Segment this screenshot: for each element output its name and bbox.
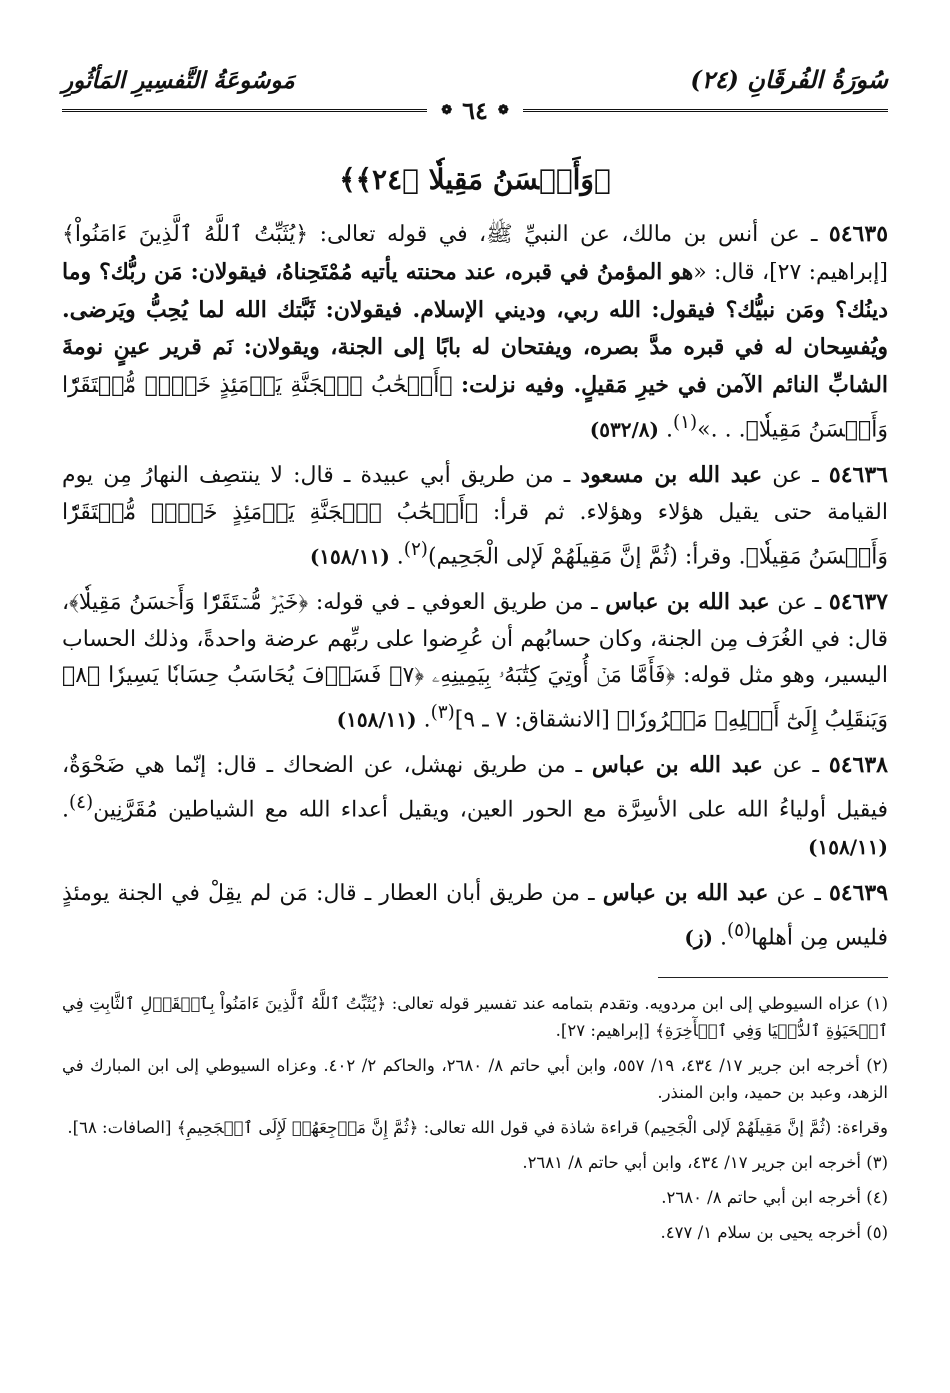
footnote-continuation: وقراءة: (ثُمَّ إنَّ مَقِيلَهُمْ لَإلى الْجَحِيم) قراءة شاذة في قول الله تعالى: ﴿ثُمَّ إِنَّ مَرۡجِعَهُمۡ لَإِلَى ٱلۡجَحِيمِ﴾ [الصافات: ٦٨].: [67, 1117, 888, 1137]
rule-right: [523, 109, 888, 112]
narration: ٥٤٦٣٨ ـ عن عبد الله بن عباس ـ من طريق نهشل، عن الضحاك ـ قال: إنّما هي ضَحْوَةٌ، فيقيل أولياءُ الله على الأسِرَّة مع الحور العين، ويقيل أعداء الله مع الشياطين مُقَرَّنِين$^{(٤)}$. (١٥٨/١١): [62, 752, 888, 860]
page-number: ٦٤: [462, 95, 488, 125]
footnote: (٥) أخرجه يحيى بن سلام ١/ ٤٧٧.: [660, 1222, 888, 1242]
narration-reference: (١٥٨/١١): [808, 835, 888, 860]
narration: ٥٤٦٣٦ ـ عن عبد الله بن مسعود ـ من طريق أبي عبيدة ـ قال: لا ينتصِف النهارُ مِن يوم القيامة حتى يقيل هؤلاء وهؤلاء. ثم قرأ: ﴿أَصۡحَٰبُ ٱلۡجَنَّةِ يَوۡمَئِذٍ خَيۡرٞ مُّسۡتَقَرّٗا وَأَحۡسَنُ مَقِيلٗا﴾. وقرأ: (ثُمَّ إنَّ مَقِيلَهُمْ لَإلى الْجَحِيم)$^{(٢)}$. (١٥٨/١١): [62, 462, 888, 570]
footnote: (١) عزاه السيوطي إلى ابن مردويه. وتقدم بتمامه عند تفسير قوله تعالى: ﴿يُثَبِّتُ ٱللَّهُ ٱلَّذِينَ ءَامَنُواْ بِٱلۡقَوۡلِ ٱلثَّابِتِ فِي ٱلۡحَيَوٰةِ ٱلدُّنۡيَا وَفِي ٱلۡأٓخِرَةِ﴾ [إبراهيم: ٢٧].: [62, 993, 888, 1040]
narration-number: ٥٤٦٣٦: [828, 462, 888, 489]
verse-heading: ﴿وَأَحۡسَنُ مَقِيلٗا ﴿٢٤﴾﴾: [339, 163, 611, 196]
narrator-name: عبد الله بن عباس: [602, 880, 769, 907]
footnote: (٣) أخرجه ابن جرير ١٧/ ٤٣٤، وابن أبي حاتم ٨/ ٢٦٨١.: [522, 1152, 888, 1172]
narration-number: ٥٤٦٣٥: [828, 221, 889, 247]
narration-reference: (٥٣٢/٨): [589, 417, 659, 442]
book-title: مَوسُوعَةُ التَّفسِيرِ المَأثُورِ: [62, 67, 295, 94]
narration: ٥٤٦٣٧ ـ عن عبد الله بن عباس ـ من طريق العوفي ـ في قوله: ﴿خَيۡرٞ مُّسۡتَقَرّٗا وَأَحۡسَنُ مَقِيلٗا﴾، قال: في الغُرَف مِن الجنة، وكان حسابُهم أن عُرِضوا على ربِّهم عرضة واحدةً، وذلك الحساب اليسير، وهو مثل قوله: ﴿فَأَمَّا مَنۡ أُوتِيَ كِتَٰبَهُۥ بِيَمِينِهِۦ ﴿٧﴾ فَسَوۡفَ يُحَاسَبُ حِسَابٗا يَسِيرٗا ﴿٨﴾ وَيَنقَلِبُ إِلَىٰٓ أَهۡلِهِۦ مَسۡرُورٗا﴾ [الانشقاق: ٧ ـ ٩]$^{(٣)}$. (١٥٨/١١): [62, 588, 888, 733]
narrator-name: عبد الله بن مسعود: [580, 462, 763, 489]
narrator-name: عبد الله بن عباس: [605, 588, 770, 615]
narration-prefix: ـ عن: [772, 753, 820, 779]
narration: ٥٤٦٣٥ ـ عن أنس بن مالك، عن النبيِّ ﷺ، في قوله تعالى: ﴿يُثَبِّتُ ٱللَّهُ ٱلَّذِينَ ءَامَنُواْ﴾ [إبراهيم: ٢٧]، قال: «هو المؤمنُ في قبره، عند محنته يأتيه مُمْتَحِناهُ، فيقولان: مَن ربُّك؟ وما دينُك؟ ومَن نبيُّك؟ فيقول: الله ربي، وديني الإسلام. فيقولان: ثَبَّتك الله لما يُحِبُّ ويَرضى. ويُفسِحان له في قبره مدَّ بصره، ويفتحان له بابًا إلى الجنة، ويقولان: نَم قرير عينٍ نومةَ الشابِّ النائم الآمن في خيرِ مَقيلٍ. وفيه نزلت: ﴿أَصۡحَٰبُ ٱلۡجَنَّةِ يَوۡمَئِذٍ خَيۡرٞ مُّسۡتَقَرّٗا وَأَحۡسَنُ مَقِيلٗا﴾. . .»$^{(١)}$. (٥٣٢/٨): [62, 221, 889, 443]
ornament-icon: ❁: [441, 102, 453, 118]
narration-text: ـ من طريق أبان العطار ـ قال: مَن لم يقِلْ في الجنة يومئذٍ فليس مِن أهلها: [62, 881, 888, 951]
surah-title: سُورَةُ الفُرقَانِ (٢٤): [690, 65, 888, 94]
narration-prefix: ـ عن: [776, 881, 821, 907]
narration-verse: ﴿أَصۡحَٰبُ ٱلۡجَنَّةِ يَوۡمَئِذٍ خَيۡرٞ مُّسۡتَقَرّٗا وَأَحۡسَنُ مَقِيلٗا﴾. . .»: [62, 373, 888, 443]
narration-reference: (١٥٨/١١): [309, 544, 390, 569]
narration-number: ٥٤٦٣٩: [828, 880, 889, 907]
footnote-marker: (٢): [403, 538, 428, 560]
narration-number: ٥٤٦٣٧: [828, 588, 888, 615]
rule-left: [62, 109, 427, 112]
narration-reference: (ز): [684, 925, 713, 950]
narration-text: ـ من طريق العوفي ـ في قوله: ﴿خَيۡرٞ مُّسۡتَقَرّٗا وَأَحۡسَنُ مَقِيلٗا﴾، قال: في الغُرَف مِن الجنة، وكان حسابُهم أن عُرِضوا على ربِّهم عرضة واحدةً، وذلك الحساب اليسير، وهو مثل قوله: ﴿فَأَمَّا مَنۡ أُوتِيَ كِتَٰبَهُۥ بِيَمِينِهِۦ ﴿٧﴾ فَسَوۡفَ يُحَاسَبُ حِسَابٗا يَسِيرٗا ﴿٨﴾ وَيَنقَلِبُ إِلَىٰٓ أَهۡلِهِۦ مَسۡرُورٗا﴾ [الانشقاق: ٧ ـ ٩]: [62, 589, 888, 733]
ornament-icon: ❁: [497, 102, 509, 118]
footnote-marker: (١): [673, 411, 698, 433]
page-number-block: [427, 96, 523, 125]
narration-text: ـ من طريق أبي عبيدة ـ قال: لا ينتصِف النهارُ مِن يوم القيامة حتى يقيل هؤلاء وهؤلاء. ثم قرأ: ﴿أَصۡحَٰبُ ٱلۡجَنَّةِ يَوۡمَئِذٍ خَيۡرٞ مُّسۡتَقَرّٗا وَأَحۡسَنُ مَقِيلٗا﴾. وقرأ: (ثُمَّ إنَّ مَقِيلَهُمْ لَإلى الْجَحِيم): [62, 463, 888, 570]
narrator-name: عبد الله بن عباس: [591, 752, 763, 779]
narration-hadith: هو المؤمنُ في قبره، عند محنته يأتيه مُمْتَحِناهُ، فيقولان: مَن ربُّك؟ وما دينُك؟ ومَن نبيُّك؟ فيقول: الله ربي، وديني الإسلام. فيقولان: ثَبَّتك الله لما يُحِبُّ ويَرضى. ويُفسِحان له في قبره مدَّ بصره، ويفتحان له بابًا إلى الجنة، ويقولان: نَم قرير عينٍ نومةَ الشابِّ النائم الآمن في خيرِ مَقيلٍ. وفيه نزلت:: [62, 258, 889, 399]
narration-reference: (١٥٨/١١): [336, 707, 417, 732]
narration-number: ٥٤٦٣٨: [828, 752, 888, 779]
narrations: [62, 216, 888, 1246]
page: [62, 54, 888, 1254]
narration-prefix: ـ عن: [777, 589, 822, 615]
footnote: (٤) أخرجه ابن أبي حاتم ٨/ ٢٦٨٠.: [661, 1187, 888, 1207]
narration-text: ـ من طريق نهشل، عن الضحاك ـ قال: إنّما هي ضَحْوَةٌ، فيقيل أولياءُ الله على الأسِرَّة مع الحور العين، ويقيل أعداء الله مع الشياطين مُقَرَّنِين: [62, 753, 888, 823]
footnote-marker: (٥): [726, 919, 752, 941]
running-header: [62, 54, 888, 94]
narration-intro: ـ عن أنس بن مالك، عن النبيِّ ﷺ، في قوله تعالى: ﴿يُثَبِّتُ ٱللَّهُ ٱلَّذِينَ ءَامَنُواْ﴾ [إبراهيم: ٢٧]، قال: «: [62, 222, 889, 285]
narration: ٥٤٦٣٩ ـ عن عبد الله بن عباس ـ من طريق أبان العطار ـ قال: مَن لم يقِلْ في الجنة يومئذٍ فليس مِن أهلها$^{(٥)}$. (ز): [62, 880, 889, 951]
footnote: (٢) أخرجه ابن جرير ١٧/ ٤٣٤، ١٩/ ٥٥٧، وابن أبي حاتم ٨/ ٢٦٨٠، والحاكم ٢/ ٤٠٢. وعزاه السيوطي إلى ابن المبارك في الزهد، وعبد بن حميد، وابن المنذر.: [62, 1055, 888, 1102]
header-rule: [62, 95, 888, 125]
footnote-separator: [658, 977, 888, 978]
narration-prefix: ـ عن: [772, 463, 819, 489]
footnote-marker: (٣): [430, 702, 455, 724]
footnote-marker: (٤): [69, 792, 94, 814]
